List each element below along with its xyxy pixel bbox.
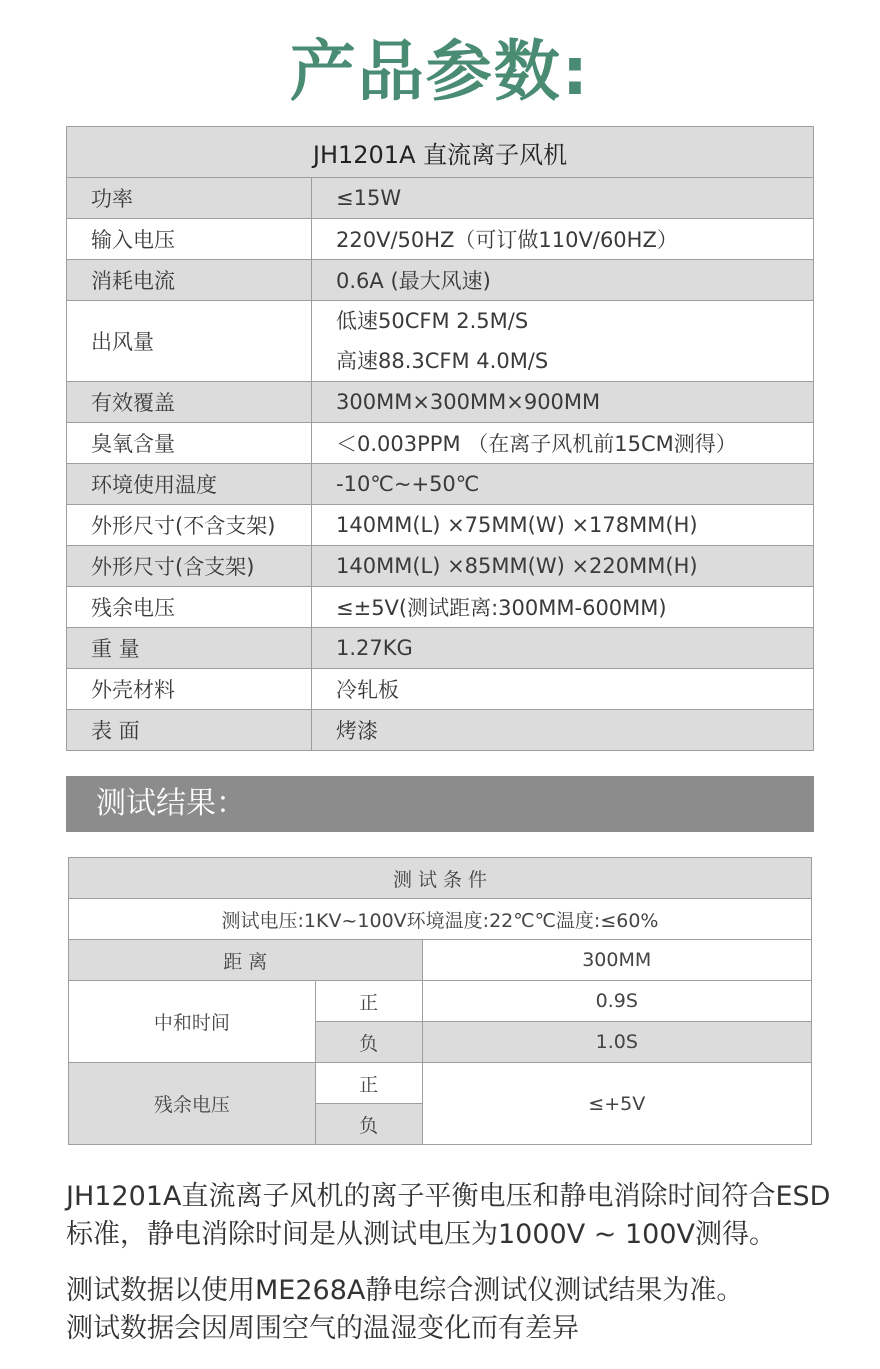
residual-voltage-label: 残余电压: [69, 1063, 316, 1145]
params-table: [66, 126, 814, 751]
param-value: 0.6A (最大风速): [312, 260, 814, 301]
param-label: 重 量: [67, 628, 312, 669]
note-line: 测试数据会因周围空气的温湿变化而有差异: [66, 1313, 579, 1344]
note-line: 测试数据以使用ME268A静电综合测试仪测试结果为准。: [66, 1275, 744, 1306]
note-paragraph: JH1201A直流离子风机的离子平衡电压和静电消除时间符合ESD标准，静电消除时间是从测试电压为1000V ~ 100V测得。: [66, 1181, 831, 1250]
polarity-positive: 正: [315, 981, 422, 1022]
table-row: [67, 464, 814, 505]
param-value-line: 低速50CFM 2.5M/S: [336, 309, 529, 333]
polarity-negative: 负: [315, 1022, 422, 1063]
param-label: 功率: [67, 178, 312, 219]
table-row: [67, 301, 814, 382]
param-label: 残余电压: [67, 587, 312, 628]
param-value: ＜0.003PPM （在离子风机前15CM测得）: [312, 423, 814, 464]
neutralization-negative-value: 1.0S: [422, 1022, 812, 1063]
param-value: [312, 301, 814, 382]
param-value: 220V/50HZ（可订做110V/60HZ）: [312, 219, 814, 260]
param-label: 消耗电流: [67, 260, 312, 301]
table-row: [67, 219, 814, 260]
param-value: 140MM(L) ×75MM(W) ×178MM(H): [312, 505, 814, 546]
table-row: [69, 899, 812, 940]
polarity-positive: 正: [315, 1063, 422, 1104]
neutralization-positive-value: 0.9S: [422, 981, 812, 1022]
residual-voltage-value: ≤+5V: [422, 1063, 812, 1145]
distance-value: 300MM: [422, 940, 812, 981]
params-header-row: [67, 127, 814, 178]
table-row: [69, 940, 812, 981]
neutralization-time-label: 中和时间: [69, 981, 316, 1063]
param-value-line: 高速88.3CFM 4.0M/S: [336, 349, 549, 373]
param-label: 外形尺寸(不含支架): [67, 505, 312, 546]
param-value: 烤漆: [312, 710, 814, 751]
table-row: [67, 178, 814, 219]
table-row: [67, 382, 814, 423]
param-label: 臭氧含量: [67, 423, 312, 464]
param-label: 出风量: [67, 301, 312, 382]
param-value: 140MM(L) ×85MM(W) ×220MM(H): [312, 546, 814, 587]
table-row: [67, 669, 814, 710]
results-table: [68, 857, 812, 1145]
param-value: ≤±5V(测试距离:300MM-600MM): [312, 587, 814, 628]
note-paragraph: [66, 1272, 856, 1348]
param-label: 有效覆盖: [67, 382, 312, 423]
table-row: [69, 858, 812, 899]
test-conditions-header: 测 试 条 件: [69, 858, 812, 899]
table-row: [67, 628, 814, 669]
param-value: 冷轧板: [312, 669, 814, 710]
table-row: [67, 423, 814, 464]
param-label: 表 面: [67, 710, 312, 751]
page-title: 产品参数:: [289, 33, 591, 110]
table-row: [67, 546, 814, 587]
polarity-negative: 负: [315, 1104, 422, 1145]
section-title: 测试结果：: [66, 776, 814, 832]
table-row: [67, 710, 814, 751]
param-label: 输入电压: [67, 219, 312, 260]
params-header: JH1201A 直流离子风机: [67, 127, 814, 178]
param-label: 环境使用温度: [67, 464, 312, 505]
table-row: [69, 1063, 812, 1104]
param-value: -10℃~+50℃: [312, 464, 814, 505]
table-row: [69, 981, 812, 1022]
param-label: 外形尺寸(含支架): [67, 546, 312, 587]
param-value: 1.27KG: [312, 628, 814, 669]
param-value: ≤15W: [312, 178, 814, 219]
table-row: [67, 260, 814, 301]
table-row: [67, 505, 814, 546]
test-conditions-value: 测试电压:1KV~100V环境温度:22℃℃温度:≤60%: [69, 899, 812, 940]
table-row: [67, 587, 814, 628]
param-value: 300MM×300MM×900MM: [312, 382, 814, 423]
distance-label: 距 离: [69, 940, 423, 981]
param-label: 外壳材料: [67, 669, 312, 710]
